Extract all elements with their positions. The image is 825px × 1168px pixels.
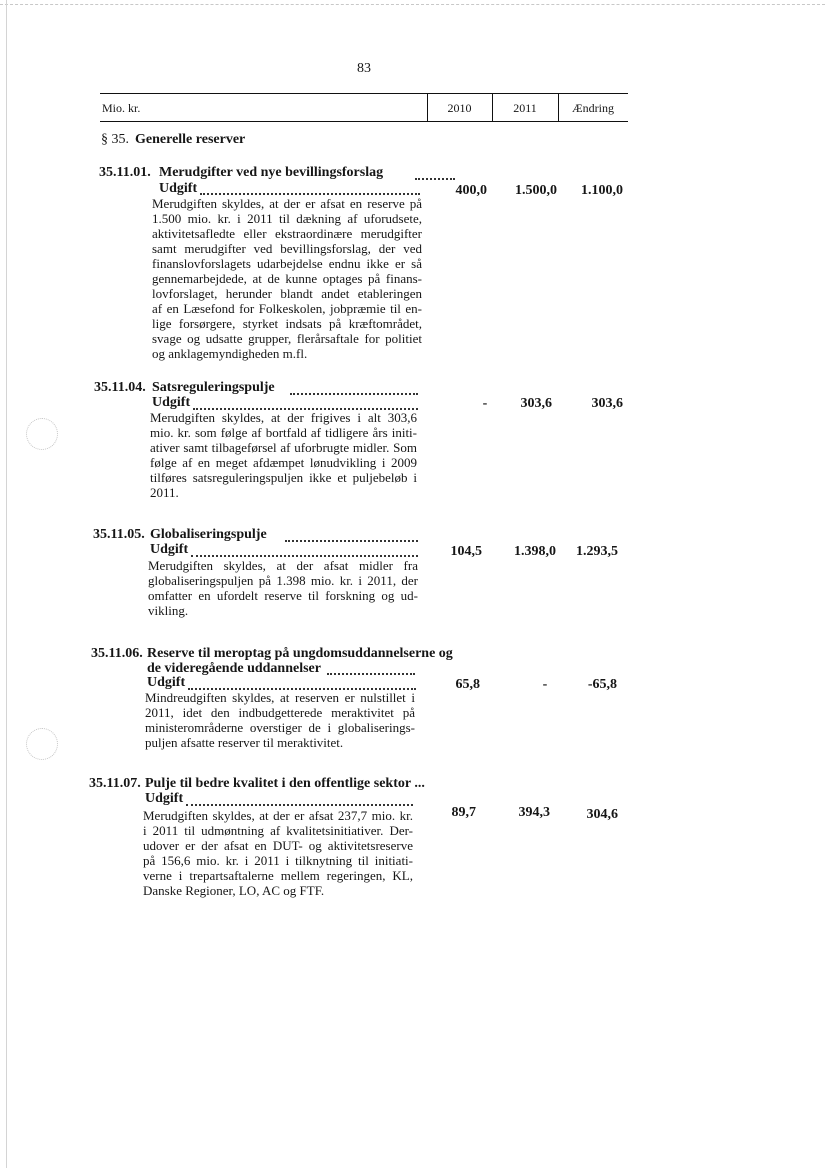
description-line: gennemarbejdede, at de kunne optages på finans- [152,271,422,286]
header-col-2010: 2010 [447,101,472,115]
item-title-line: de videregående uddannelser [147,661,321,676]
header-col-2011: 2011 [513,101,537,115]
item-title-line: Satsreguleringspulje [152,380,275,395]
item-title [152,380,275,396]
item-description [143,808,413,898]
description-line: tilføres satsreguleringspuljen ikke et puljebeløb i [150,470,417,485]
item-title-line: Globaliseringspulje [150,527,267,542]
section-symbol: § 35. [101,132,129,147]
value-2011: 394,3 [518,805,550,820]
item-number: 35.11.07. [89,776,141,791]
header-unit: Mio. kr. [102,101,141,115]
description-line: vikling. [148,603,189,618]
dot-leader [415,178,455,180]
description-line: verne i trepartsaftalerne mellem regeringen, KL, [143,868,413,883]
item-title [159,165,383,181]
item-title [150,527,267,543]
punch-hole-mark [26,418,58,450]
item-description [145,690,415,750]
item-title-line: Reserve til meroptag på ungdomsuddannelserne og [147,646,453,661]
punch-hole-mark [26,728,58,760]
value-2011: 1.500,0 [515,183,557,198]
description-line: Merudgiften skyldes, at der afsat midler fra [148,558,418,573]
item-number: 35.11.01. [99,165,151,180]
item-title-line: Merudgifter ved nye bevillingsforslag [159,165,384,180]
description-line: på 156,6 mio. kr. i 2011 i tilknytning til initiati- [143,853,413,868]
item-description [148,558,418,618]
header-bottom-rule [100,121,628,122]
description-line: globaliseringspuljen på 1.398 mio. kr. i 2011, der [148,573,418,588]
value-2011: 303,6 [520,396,552,411]
description-line: aktivitetsafledte eller ekstraordinære merudgifter [152,226,422,241]
item-number: 35.11.06. [91,646,143,661]
row-label-udgift: Udgift [145,791,184,806]
row-label-udgift: Udgift [147,675,186,690]
description-line: svage og udsatte grupper, flerårsaftale for politiet [152,331,422,346]
item-description [150,410,417,500]
description-line: ministerområderne overstiger de i globaliserings- [145,720,415,735]
item-description [152,196,422,361]
description-line: Merudgiften skyldes, at der frigives i alt 303,6 [150,410,417,425]
description-line: 2011, idet den indbudgetterede meraktivitet på [145,705,415,720]
description-line: følge af en meget afdæmpet lønudvikling i 2009 [150,455,417,470]
value-2010: 104,5 [450,544,482,559]
description-line: mio. kr. som følge af bortfald af tidligere års initi- [150,425,417,440]
description-line: udover er der afsat en DUT- og aktivitetsreserve [143,838,413,853]
description-line: finanslovforslagets udarbejdelse endnu ikke er så [152,256,422,271]
description-line: lige forsørgere, styrket indsats på kræftområdet, [152,316,422,331]
value-2010: 89,7 [451,805,476,820]
row-label-udgift: Udgift [152,395,191,410]
value-2011: - [542,677,548,692]
item-title [145,776,425,792]
dot-leader [327,673,415,675]
value-change: 304,6 [586,807,618,822]
description-line: i 2011 til udmøntning af kvalitetsinitiativer. Der- [143,823,413,838]
description-line: af en Læsefond for Folkeskolen, jobpræmie til en- [152,301,422,316]
description-line: puljen afsatte reserver til meraktivitet. [145,735,344,750]
description-line: 1.500 mio. kr. i 2011 til dækning af uforudsete, [152,211,422,226]
value-change: 1.293,5 [576,544,618,559]
description-line: 2011. [150,485,179,500]
value-2010: 65,8 [455,677,480,692]
description-line: Merudgiften skyldes, at der er afsat 237,7 mio. kr. [143,808,413,823]
description-line: samt merudgifter ved bevillingsforslag, der ved [152,241,422,256]
header-col-change: Ændring [572,101,614,115]
description-line: lovforslaget, herunder blandt andet etableringen [152,286,422,301]
value-2010: - [482,396,488,411]
dot-leader [186,804,413,806]
dot-leader [285,540,418,542]
item-title-line: Pulje til bedre kvalitet i den offentlige sektor ... [145,776,425,791]
header-top-rule [100,93,628,94]
description-line: Danske Regioner, LO, AC og FTF. [143,883,325,898]
section-title: Generelle reserver [135,132,246,147]
item-title [147,646,453,676]
value-change: 1.100,0 [581,183,623,198]
value-change: -65,8 [587,677,617,692]
description-line: Merudgiften skyldes, at der er afsat en reserve på [152,196,422,211]
description-line: ativer samt tilbageførsel af uforbrugte midler. Som [150,440,417,455]
dot-leader [191,555,418,557]
page-number: 83 [357,61,371,76]
value-change: 303,6 [591,396,623,411]
description-line: omfatter en ufordelt reserve til forskning og ud- [148,588,418,603]
row-label-udgift: Udgift [150,542,189,557]
section-heading [101,132,245,148]
value-2011: 1.398,0 [514,544,556,559]
value-2010: 400,0 [455,183,487,198]
item-number: 35.11.04. [94,380,146,395]
scan-border-left [6,0,7,1168]
description-line: Mindreudgiften skyldes, at reserven er nulstillet i [145,690,415,705]
dot-leader [200,193,420,195]
row-label-udgift: Udgift [159,181,198,196]
item-number: 35.11.05. [93,527,145,542]
dot-leader [290,393,418,395]
scan-border-top [0,4,825,5]
description-line: og anklagemyndigheden m.fl. [152,346,308,361]
